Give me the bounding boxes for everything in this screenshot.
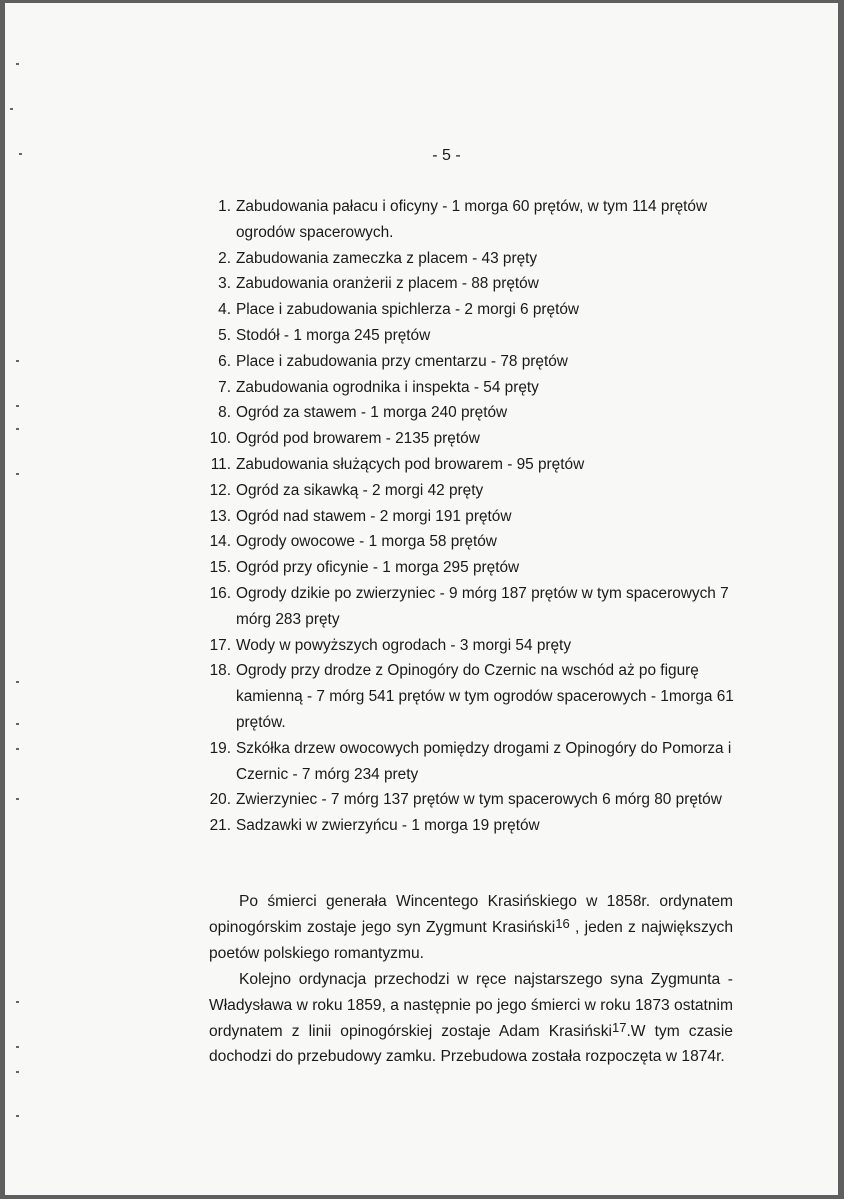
item-number: 17. xyxy=(209,636,231,654)
item-text: Ogród za sikawką - 2 morgi 42 pręty xyxy=(236,481,484,499)
list-item xyxy=(200,813,760,839)
list-item xyxy=(200,555,760,581)
paragraph-text: Po śmierci generała Wincentego Krasińskiego w 1858r. ordynatem opinogórskim zostaje jego syn Zygmunt Krasiński xyxy=(209,893,733,936)
item-number: 7. xyxy=(218,378,231,396)
item-text: Szkółka drzew owocowych pomiędzy drogami z Opinogóry do Pomorza i Czernic - 7 mórg 234 prety xyxy=(236,739,732,783)
list-item xyxy=(200,658,760,735)
list-item xyxy=(200,426,760,452)
item-text: Ogród za stawem - 1 morga 240 prętów xyxy=(236,404,508,422)
paragraph-text: Kolejno ordynacja przechodzi w ręce najstarszego syna Zygmunta - Władysława w roku 1859, a następnie po jego śmierci w roku 1873 ostatnim ordynatem z linii opinogórskiej zostaje Adam Krasiński xyxy=(209,971,733,1040)
list-item xyxy=(200,323,760,349)
document-page xyxy=(5,3,838,1195)
item-text: Ogród nad stawem - 2 morgi 191 prętów xyxy=(236,507,512,525)
item-number: 3. xyxy=(218,275,231,293)
item-text: Place i zabudowania spichlerza - 2 morgi 6 prętów xyxy=(236,301,580,319)
scan-speck xyxy=(16,473,19,475)
item-number: 4. xyxy=(218,301,231,319)
scan-speck xyxy=(16,360,19,362)
item-number: 15. xyxy=(209,559,231,577)
item-number: 21. xyxy=(209,817,231,835)
item-number: 10. xyxy=(209,430,231,448)
paragraph-ordynat-adam xyxy=(209,967,733,1070)
item-number: 16. xyxy=(209,584,231,602)
item-text: Zabudowania ogrodnika i inspekta - 54 pręty xyxy=(236,378,539,396)
list-item xyxy=(200,787,760,813)
list-item xyxy=(200,271,760,297)
scan-speck xyxy=(19,153,22,155)
list-item xyxy=(200,581,760,633)
item-number: 14. xyxy=(209,533,231,551)
paragraph-text: , jeden z największych poetów polskiego romantyzmu. xyxy=(209,918,734,962)
scan-speck xyxy=(16,428,19,430)
item-text: Zwierzyniec - 7 mórg 137 prętów w tym spacerowych 6 mórg 80 prętów xyxy=(236,791,722,809)
paragraph-text: .W tym czasie dochodzi do przebudowy zamku. Przebudowa została rozpoczęta w 1874r. xyxy=(209,1022,733,1066)
item-text: Place i zabudowania przy cmentarzu - 78 prętów xyxy=(236,352,568,370)
item-text: Stodół - 1 morga 245 prętów xyxy=(236,326,431,344)
scan-speck xyxy=(10,108,13,110)
property-list xyxy=(200,194,760,839)
scan-speck xyxy=(16,723,19,725)
item-text: Zabudowania zameczka z placem - 43 pręty xyxy=(236,249,538,267)
item-number: 12. xyxy=(209,481,231,499)
item-number: 20. xyxy=(209,791,231,809)
footnote-ref: 17 xyxy=(611,1019,627,1035)
item-text: Zabudowania oranżerii z placem - 88 prętów xyxy=(236,275,539,293)
item-text: Ogród pod browarem - 2135 prętów xyxy=(236,430,480,448)
item-number: 2. xyxy=(218,249,231,267)
footnote-ref: 16 xyxy=(555,915,570,931)
item-text: Wody w powyższych ogrodach - 3 morgi 54 pręty xyxy=(236,636,572,654)
scan-speck xyxy=(16,1071,19,1073)
item-number: 19. xyxy=(209,739,231,757)
item-text: Zabudowania służących pod browarem - 95 prętów xyxy=(236,455,585,473)
list-item xyxy=(200,246,760,272)
item-text: Zabudowania pałacu i oficyny - 1 morga 60 prętów, w tym 114 prętów ogrodów spacerowych. xyxy=(236,198,708,241)
item-number: 18. xyxy=(209,662,231,680)
list-item xyxy=(200,297,760,323)
scan-speck xyxy=(16,748,19,750)
scan-speck xyxy=(16,1046,19,1048)
item-number: 6. xyxy=(218,352,231,370)
list-item xyxy=(200,504,760,530)
item-number: 1. xyxy=(218,198,231,215)
item-text: Ogród przy oficynie - 1 morga 295 prętów xyxy=(236,559,520,577)
list-item xyxy=(200,478,760,504)
item-text: Ogrody przy drodze z Opinogóry do Czernic na wschód aż po figurę kamienną - 7 mórg 541 prętów w tym ogrodów spacerowych - 1morga 61 prętów. xyxy=(236,662,734,731)
list-item xyxy=(200,736,760,788)
list-item xyxy=(200,194,760,246)
list-item xyxy=(200,349,760,375)
paragraph-ordynat-zygmunt xyxy=(209,889,733,966)
list-item xyxy=(200,375,760,401)
page-number: - 5 - xyxy=(432,147,461,164)
item-number: 13. xyxy=(209,507,231,525)
item-text: Ogrody owocowe - 1 morga 58 prętów xyxy=(236,533,497,551)
scan-speck xyxy=(16,681,19,683)
scan-speck xyxy=(16,63,19,65)
scan-speck xyxy=(16,1115,19,1117)
list-item xyxy=(200,529,760,555)
scan-speck xyxy=(16,1001,19,1003)
list-item xyxy=(200,452,760,478)
item-text: Sadzawki w zwierzyńcu - 1 morga 19 prętów xyxy=(236,817,540,835)
list-item xyxy=(200,400,760,426)
scan-speck xyxy=(16,798,19,800)
item-number: 11. xyxy=(210,455,231,473)
list-item xyxy=(200,633,760,659)
item-number: 5. xyxy=(218,326,231,344)
item-text: Ogrody dzikie po zwierzyniec - 9 mórg 187 prętów w tym spacerowych 7 mórg 283 pręty xyxy=(236,584,729,628)
item-number: 8. xyxy=(218,404,231,422)
scan-speck xyxy=(16,405,19,407)
